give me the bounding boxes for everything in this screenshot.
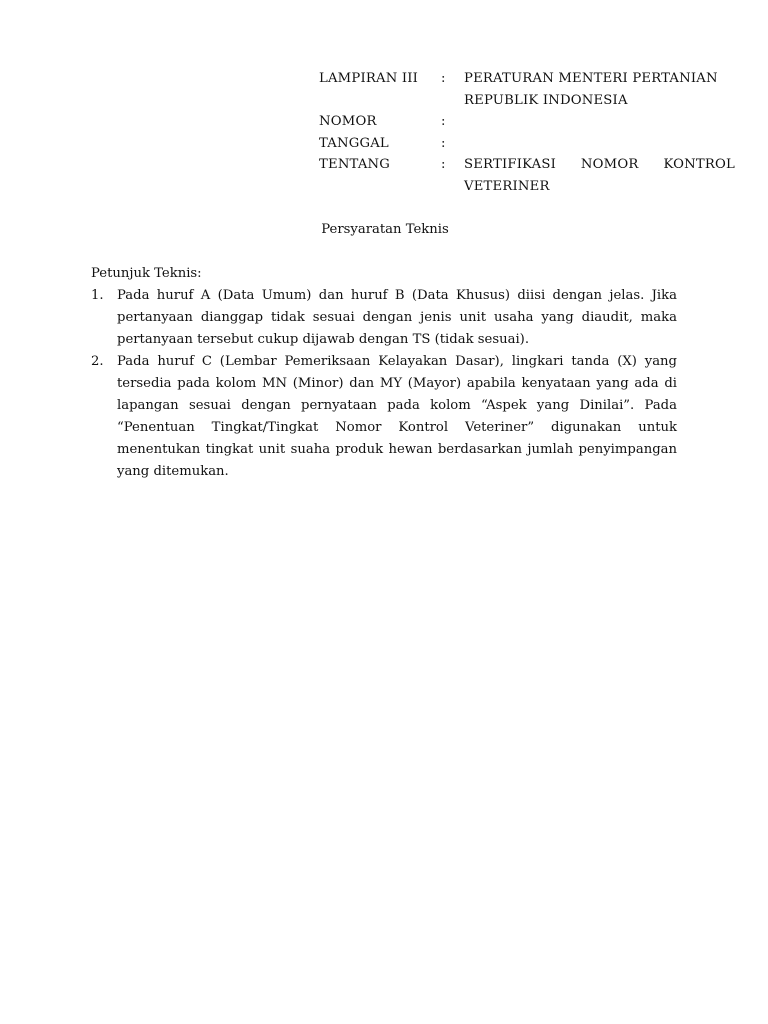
instructions-list (91, 285, 677, 483)
page-title: Persyaratan Teknis (321, 222, 449, 237)
header-value-continued: VETERINER (464, 178, 550, 194)
header-row-lampiran (319, 68, 735, 90)
page-title-wrapper (0, 219, 768, 241)
header-colon: : (441, 157, 446, 172)
list-item-number: 2. (91, 354, 104, 369)
header-colon: : (441, 114, 446, 129)
header-value-continued: REPUBLIK INDONESIA (464, 92, 628, 108)
header-value: PERATURAN MENTERI PERTANIAN (464, 71, 718, 86)
header-label: TANGGAL (319, 135, 389, 151)
header-row-nomor (319, 111, 735, 133)
header-row-tentang-cont (319, 176, 735, 198)
instructions-heading: Petunjuk Teknis: (91, 266, 202, 281)
header-label: TENTANG (319, 157, 391, 172)
header-value (464, 133, 735, 155)
header-value (464, 111, 735, 133)
list-item-text: Pada huruf A (Data Umum) dan huruf B (Data Khusus) diisi dengan jelas. Jika pertanyaan dianggap tidak sesuai dengan jenis unit usaha yang diaudit, maka pertanyaan tersebut cukup dijawab dengan TS (tidak sesuai). (117, 288, 677, 347)
list-item (91, 351, 677, 483)
header-label: LAMPIRAN III (319, 71, 419, 86)
header-row-tentang (319, 154, 735, 176)
header-colon: : (441, 71, 446, 86)
list-item-text: Pada huruf C (Lembar Pemeriksaan Kelayakan Dasar), lingkari tanda (X) yang tersedia pada kolom MN (Minor) dan MY (Mayor) apabila kenyataan yang ada di lapangan sesuai dengan pernyataan pada kolom “Aspek yang Dinilai”. Pada “Penentuan Tingkat/Tingkat Nomor Kontrol Veteriner” digunakan untuk menentukan tingkat unit suaha produk hewan berdasarkan jumlah penyimpangan yang ditemukan. (117, 354, 677, 479)
document-header (319, 68, 735, 197)
header-colon: : (441, 135, 446, 151)
instructions-section (91, 263, 677, 483)
list-item (91, 285, 677, 351)
header-row-tanggal (319, 133, 735, 155)
header-label: NOMOR (319, 114, 377, 129)
header-row-lampiran-cont (319, 90, 735, 112)
header-value: SERTIFIKASI NOMOR KONTROL (464, 157, 735, 172)
list-item-number: 1. (91, 288, 104, 303)
